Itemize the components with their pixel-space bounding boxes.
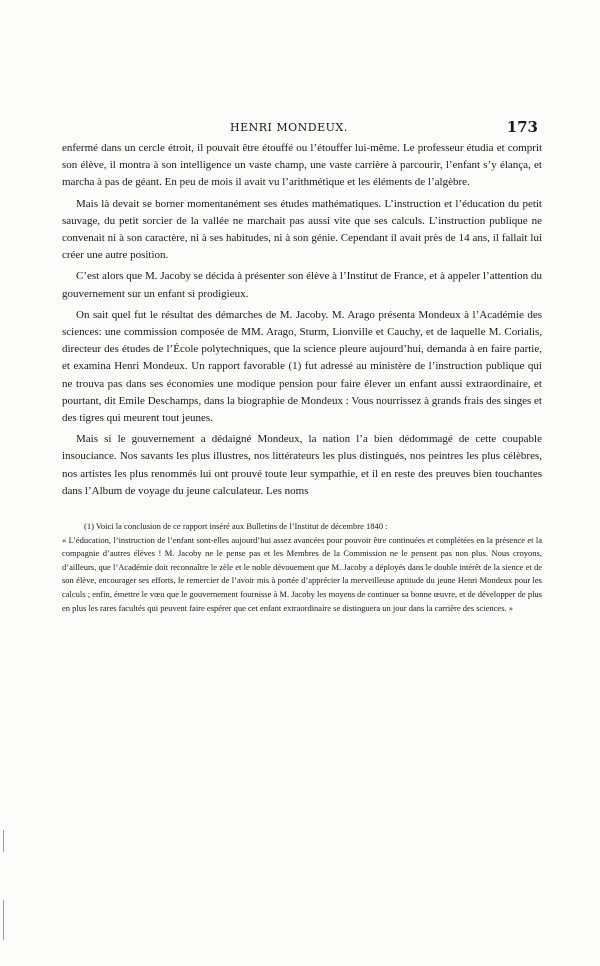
paragraph: Mais si le gouvernement a dédaigné Mondeux, la nation l’a bien dédommagé de cette coupable insouciance. Nos savants les plus illustres, nos littérateurs les plus distingués, nos peintres les plus célèbres, nos artistes les plus renommés lui ont prouvé toute leur sympathie, et il en reste des preuves bien touchantes dans l’Album de voyage du jeune calculateur. Les noms <box>62 433 542 497</box>
page-number: 173 <box>506 118 538 136</box>
paragraph: Mais là devait se borner momentanément ses études mathématiques. L’instruction et l’éducation du petit sauvage, du petit sorcier de la vallée ne marchait pas aussi vite que ses calculs. L’instruction publique ne convenait ni à son caractère, ni à ses habitudes, ni à son génie. Cependant il avait près de 14 ans, il fallait lui créer une autre position. <box>62 197 542 262</box>
margin-mark <box>3 830 4 852</box>
margin-mark <box>3 900 4 940</box>
running-head <box>62 118 542 138</box>
book-page <box>62 118 542 615</box>
body-text <box>62 140 542 500</box>
paragraph: C’est alors que M. Jacoby se décida à présenter son élève à l’Institut de France, et à appeler l’attention du gouvernement sur un enfant si prodigieux. <box>62 270 542 300</box>
running-title: HENRI MONDEUX. <box>230 121 348 134</box>
paragraph: enfermé dans un cercle étroit, il pouvait être étouffé ou l’étouffer lui-même. Le professeur étudia et comprit son élève, il montra à son intelligence un vaste champ, une vaste carrière à parcourir, l’enfant s’y élança, et marcha à pas de géant. En peu de mois il avait vu l’arithmétique et les éléments de l’algèbre. <box>62 142 542 189</box>
footnote <box>62 520 542 615</box>
footnote-intro: (1) Voici la conclusion de ce rapport inséré aux Bulletins de l’Institut de décembre 1840 : <box>84 521 388 532</box>
paragraph: On sait quel fut le résultat des démarches de M. Jacoby. M. Arago présenta Mondeux à l’Académie des sciences: une commission composée de MM. Arago, Sturm, Lionville et Cauchy, et de laquelle M. Corialis, directeur des études de l’École polytechniques, que la science pleure aujourd’hui, demanda à en faire partie, et examina Henri Mondeux. Un rapport favorable (1) fut adressé au ministère de l’instruction publique qui ne trouva pas dans ses économies une modique pension pour faire élever un enfant aussi extraordinaire, et pourtant, dit Emile Deschamps, dans la biographie de Mondeux : Vous nourrissez à grands frais des singes et des tigres qui meurent tout jeunes. <box>62 308 542 425</box>
footnote-quote: « L’éducation, l’instruction de l’enfant sont-elles aujourd’hui assez avancées pour pouvoir être continuées et complétées en la présence et la compagnie d’autres élèves ! M. Jacoby ne le pense pas et les Membres de la Commission ne le pensent pas non plus. Nous croyons, d’ailleurs, que l’Académie doit reconnaître le zèle et le noble dévouement que M. Jacoby a déployés dans le double intérêt de la sience et de son élève, encourager ses efforts, le remercier de l’avoir mis à portée d’apprécier la merveilleuse aptitude du jeune Henri Mondeux pour les calculs ; enfin, émettre le vœu que le gouvernement fournisse à M. Jacoby les moyens de continuer sa bonne œuvre, et de développer de plus en plus les rares facultés qui peuvent faire espérer que cet enfant extraordinaire se distinguera un jour dans la carrière des sciences. » <box>62 534 542 613</box>
